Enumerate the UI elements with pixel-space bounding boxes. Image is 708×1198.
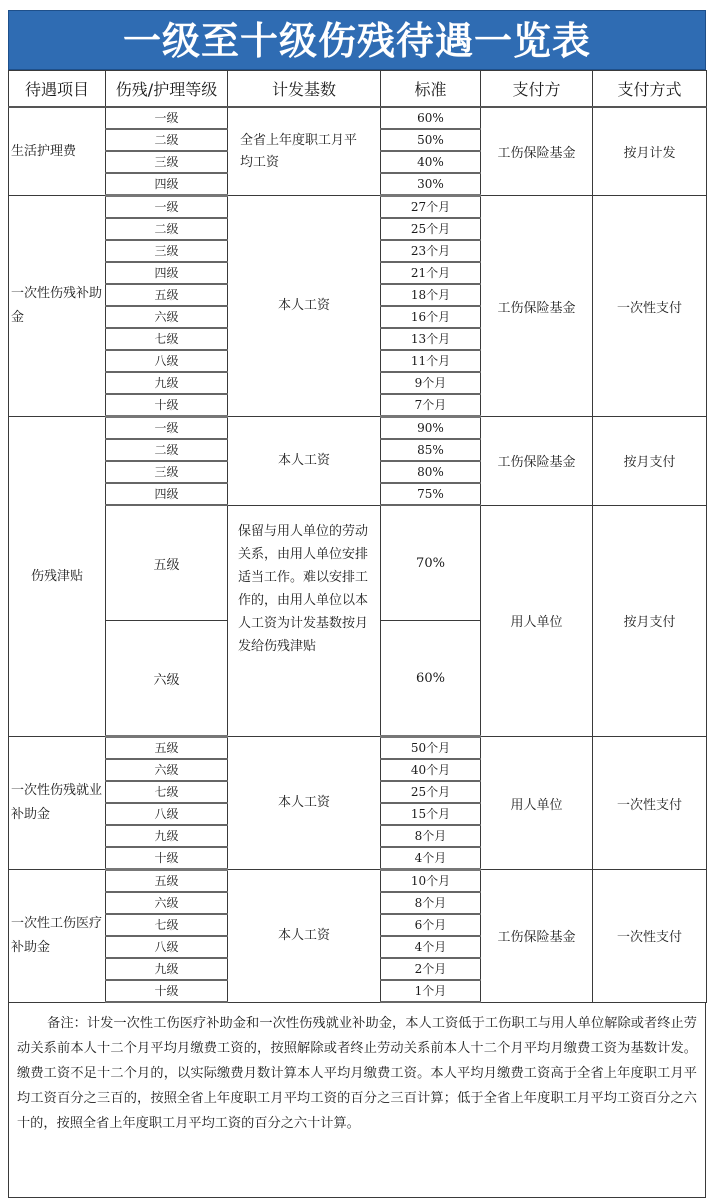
grade-cell: 七级	[106, 914, 228, 936]
table-row	[9, 870, 707, 893]
standard-cell: 21个月	[381, 262, 481, 284]
grade-cell: 五级	[106, 870, 228, 893]
payer-cell: 工伤保险基金	[481, 870, 593, 1003]
grade-cell: 八级	[106, 350, 228, 372]
standard-cell: 4个月	[381, 847, 481, 870]
payer-cell: 工伤保险基金	[481, 417, 593, 506]
grade-cell: 四级	[106, 483, 228, 505]
basis-cell: 本人工资	[228, 417, 381, 506]
grade-cell: 四级	[106, 262, 228, 284]
header-row	[9, 71, 707, 108]
standard-cell: 40%	[381, 151, 481, 173]
standard-cell: 25个月	[381, 218, 481, 240]
grade-cell: 三级	[106, 461, 228, 483]
standard-cell: 60%	[381, 621, 481, 737]
standard-cell: 4个月	[381, 936, 481, 958]
standard-cell: 70%	[381, 505, 481, 621]
method-cell: 一次性支付	[593, 196, 707, 417]
grade-cell: 六级	[106, 621, 228, 737]
grade-cell: 五级	[106, 505, 228, 621]
standard-cell: 7个月	[381, 394, 481, 417]
grade-cell: 六级	[106, 306, 228, 328]
table-row	[9, 196, 707, 219]
item-medical-subsidy: 一次性工伤医疗补助金	[9, 870, 106, 1003]
basis-cell: 本人工资	[228, 196, 381, 417]
standard-cell: 75%	[381, 483, 481, 505]
grade-cell: 九级	[106, 825, 228, 847]
grade-cell: 十级	[106, 847, 228, 870]
standard-cell: 15个月	[381, 803, 481, 825]
basis-cell: 本人工资	[228, 737, 381, 870]
standard-cell: 85%	[381, 439, 481, 461]
standard-cell: 23个月	[381, 240, 481, 262]
grade-cell: 八级	[106, 936, 228, 958]
standard-cell: 27个月	[381, 196, 481, 219]
grade-cell: 五级	[106, 284, 228, 306]
grade-cell: 三级	[106, 240, 228, 262]
table-row	[9, 737, 707, 760]
method-cell: 按月计发	[593, 107, 707, 196]
grade-cell: 四级	[106, 173, 228, 196]
method-cell: 一次性支付	[593, 870, 707, 1003]
grade-cell: 一级	[106, 196, 228, 219]
footnote	[8, 1003, 706, 1198]
standard-cell: 50%	[381, 129, 481, 151]
col-header-grade: 伤残/护理等级	[106, 71, 228, 108]
standard-cell: 16个月	[381, 306, 481, 328]
grade-cell: 六级	[106, 892, 228, 914]
grade-cell: 二级	[106, 129, 228, 151]
table-row	[9, 505, 707, 621]
basis-cell: 全省上年度职工月平均工资	[228, 107, 381, 196]
col-header-item: 待遇项目	[9, 71, 106, 108]
benefits-table	[8, 70, 707, 1003]
item-nursing-fee: 生活护理费	[9, 107, 106, 196]
item-disability-allowance: 伤残津贴	[9, 417, 106, 737]
item-disability-lump-sum: 一次性伤残补助金	[9, 196, 106, 417]
standard-cell: 50个月	[381, 737, 481, 760]
grade-cell: 三级	[106, 151, 228, 173]
basis-cell: 保留与用人单位的劳动关系，由用人单位安排适当工作。难以安排工作的，由用人单位以本人工资为计发基数按月发给伤残津贴	[228, 505, 381, 737]
method-cell: 按月支付	[593, 417, 707, 506]
grade-cell: 一级	[106, 107, 228, 129]
grade-cell: 七级	[106, 781, 228, 803]
standard-cell: 40个月	[381, 759, 481, 781]
method-cell: 按月支付	[593, 505, 707, 737]
payer-cell: 工伤保险基金	[481, 196, 593, 417]
grade-cell: 五级	[106, 737, 228, 760]
col-header-payer: 支付方	[481, 71, 593, 108]
standard-cell: 10个月	[381, 870, 481, 893]
footnote-text: 备注：计发一次性工伤医疗补助金和一次性伤残就业补助金，本人工资低于工伤职工与用人单位解除或者终止劳动关系前本人十二个月平均月缴费工资的，按照解除或者终止劳动关系前本人十二个月平均月缴费工资为基数计发。缴费工资不足十二个月的，以实际缴费月数计算本人平均月缴费工资。本人平均月缴费工资高于全省上年度职工月平均工资百分之三百的，按照全省上年度职工月平均工资的百分之三百计算；低于全省上年度职工月平均工资百分之六十的，按照全省上年度职工月平均工资的百分之六十计算。	[17, 1016, 697, 1131]
standard-cell: 2个月	[381, 958, 481, 980]
standard-cell: 1个月	[381, 980, 481, 1002]
payer-cell: 用人单位	[481, 737, 593, 870]
table-row	[9, 417, 707, 440]
grade-cell: 一级	[106, 417, 228, 440]
grade-cell: 九级	[106, 372, 228, 394]
grade-cell: 十级	[106, 394, 228, 417]
payer-cell: 工伤保险基金	[481, 107, 593, 196]
col-header-standard: 标准	[381, 71, 481, 108]
grade-cell: 十级	[106, 980, 228, 1002]
benefits-sheet	[8, 10, 706, 1198]
grade-cell: 八级	[106, 803, 228, 825]
standard-cell: 30%	[381, 173, 481, 196]
grade-cell: 七级	[106, 328, 228, 350]
table-row	[9, 107, 707, 129]
standard-cell: 80%	[381, 461, 481, 483]
col-header-method: 支付方式	[593, 71, 707, 108]
standard-cell: 11个月	[381, 350, 481, 372]
standard-cell: 25个月	[381, 781, 481, 803]
standard-cell: 13个月	[381, 328, 481, 350]
standard-cell: 60%	[381, 107, 481, 129]
standard-cell: 8个月	[381, 892, 481, 914]
grade-cell: 二级	[106, 439, 228, 461]
grade-cell: 六级	[106, 759, 228, 781]
col-header-basis: 计发基数	[228, 71, 381, 108]
payer-cell: 用人单位	[481, 505, 593, 737]
grade-cell: 二级	[106, 218, 228, 240]
standard-cell: 9个月	[381, 372, 481, 394]
method-cell: 一次性支付	[593, 737, 707, 870]
grade-cell: 九级	[106, 958, 228, 980]
page-title: 一级至十级伤残待遇一览表	[8, 10, 706, 70]
item-employment-subsidy: 一次性伤残就业补助金	[9, 737, 106, 870]
standard-cell: 18个月	[381, 284, 481, 306]
standard-cell: 90%	[381, 417, 481, 440]
standard-cell: 6个月	[381, 914, 481, 936]
basis-cell: 本人工资	[228, 870, 381, 1003]
standard-cell: 8个月	[381, 825, 481, 847]
